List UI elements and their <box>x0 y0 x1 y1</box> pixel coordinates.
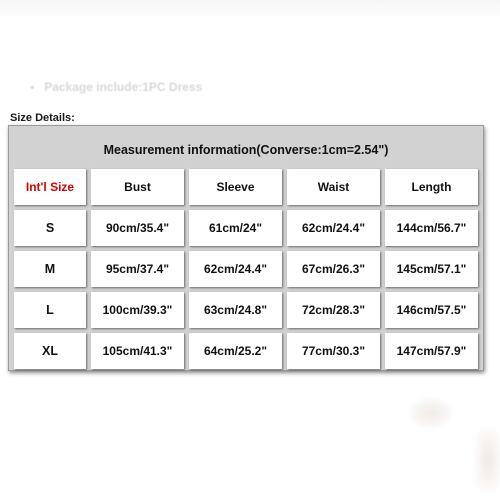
row-m-length: 145cm/57.1" <box>385 251 478 287</box>
size-chart-table <box>8 125 484 371</box>
blurred-product-edge <box>476 430 500 490</box>
row-xl-waist: 77cm/30.3" <box>287 333 380 369</box>
row-m-size: M <box>14 251 86 287</box>
row-l-bust: 100cm/39.3" <box>91 292 184 328</box>
header-length: Length <box>385 169 478 205</box>
row-xl-length: 147cm/57.9" <box>385 333 478 369</box>
header-intl-size: Int'l Size <box>14 169 86 205</box>
bullet-icon: • <box>30 80 35 94</box>
row-l-sleeve: 63cm/24.8" <box>189 292 282 328</box>
row-xl-bust: 105cm/41.3" <box>91 333 184 369</box>
size-grid <box>14 169 478 369</box>
size-details-label: Size Details: <box>10 112 75 124</box>
row-xl-sleeve: 64cm/25.2" <box>189 333 282 369</box>
row-s-waist: 62cm/24.4" <box>287 210 380 246</box>
row-l-waist: 72cm/28.3" <box>287 292 380 328</box>
header-waist: Waist <box>287 169 380 205</box>
row-xl-size: XL <box>14 333 86 369</box>
row-s-length: 144cm/56.7" <box>385 210 478 246</box>
row-s-bust: 90cm/35.4" <box>91 210 184 246</box>
header-sleeve: Sleeve <box>189 169 282 205</box>
package-include-line <box>30 80 202 94</box>
package-include-text: Package include:1PC Dress <box>44 80 203 94</box>
row-m-sleeve: 62cm/24.4" <box>189 251 282 287</box>
table-title: Measurement information(Converse:1cm=2.54") <box>103 143 389 157</box>
header-bust: Bust <box>91 169 184 205</box>
row-s-size: S <box>14 210 86 246</box>
row-m-bust: 95cm/37.4" <box>91 251 184 287</box>
top-faded-strip <box>0 0 500 20</box>
blurred-product-fragment <box>410 398 452 428</box>
row-s-sleeve: 61cm/24" <box>189 210 282 246</box>
row-l-size: L <box>14 292 86 328</box>
row-l-length: 146cm/57.5" <box>385 292 478 328</box>
row-m-waist: 67cm/26.3" <box>287 251 380 287</box>
